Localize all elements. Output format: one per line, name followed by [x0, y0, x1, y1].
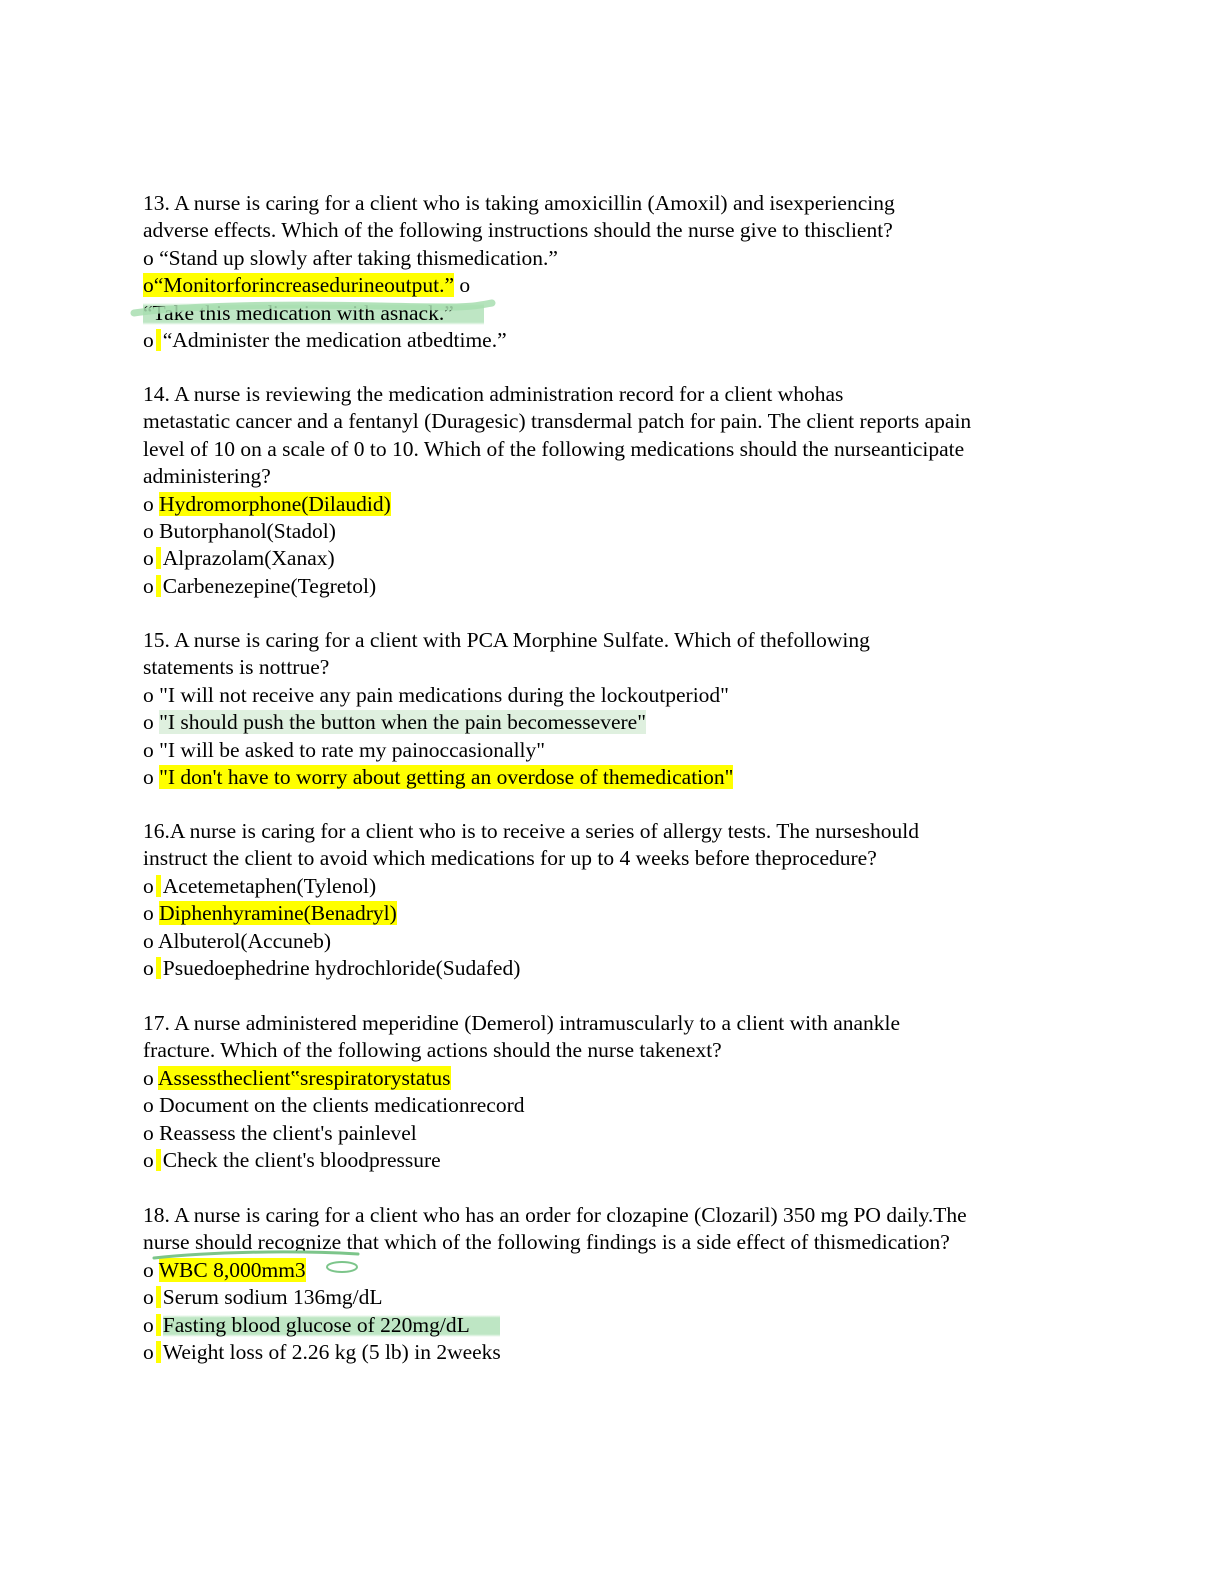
question-stem-line: metastatic cancer and a fentanyl (Duragesic) transdermal patch for pain. The client reports apain	[143, 409, 972, 434]
marker-stroke	[130, 295, 500, 325]
marker-highlighted-answer: “Take this medication with asnack.”	[143, 301, 484, 325]
option-bullet: o	[143, 737, 154, 762]
highlight-mark	[156, 957, 161, 979]
question-stem-line: nurse should recognize that which of the following findings is a side effect of thismedication?	[143, 1230, 950, 1255]
option-bullet: o	[143, 1147, 154, 1172]
highlight-mark	[156, 575, 161, 597]
answer-option	[143, 737, 1103, 764]
option-bullet: o	[143, 1257, 154, 1282]
answer-option	[143, 573, 1103, 600]
option-bullet: o	[143, 1339, 154, 1364]
highlight-mark	[156, 875, 161, 897]
answer-option	[143, 900, 1103, 927]
highlight-mark	[156, 1149, 161, 1171]
option-text: Weight loss of 2.26 kg (5 lb) in 2weeks	[162, 1339, 501, 1364]
answer-option	[143, 545, 1103, 572]
option-bullet: o	[143, 901, 154, 926]
question-14	[143, 381, 1103, 600]
highlighted-answer: "I don't have to worry about getting an overdose of themedication"	[159, 764, 734, 789]
option-bullet: o	[143, 1065, 154, 1090]
option-text: Alprazolam(Xanax)	[162, 546, 335, 571]
question-stem-line: 15. A nurse is caring for a client with PCA Morphine Sulfate. Which of thefollowing	[143, 628, 870, 652]
option-bullet: o	[143, 1312, 154, 1337]
question-17	[143, 1010, 1103, 1174]
option-bullet: o	[143, 1285, 154, 1310]
highlighted-answer: Assesstheclient‟srespiratorystatus	[157, 1065, 451, 1090]
loop-stroke	[322, 1256, 362, 1278]
question-16	[143, 818, 1103, 982]
answer-option: o Reassess the client's painlevel	[143, 1120, 417, 1145]
answer-option: o "I will not receive any pain medications during the lockoutperiod"	[143, 682, 729, 707]
answer-option: o Albuterol(Accuneb)	[143, 928, 332, 953]
highlighted-answer: Hydromorphone(Dilaudid)	[159, 491, 391, 516]
answer-option	[143, 1065, 1103, 1092]
option-bullet: o	[143, 491, 154, 516]
option-bullet: o	[143, 327, 154, 352]
option-text: Serum sodium 136mg/dL	[162, 1285, 383, 1310]
question-13	[143, 190, 1103, 354]
answer-option	[143, 491, 1103, 518]
highlighted-answer: Diphenhyramine(Benadryl)	[159, 901, 397, 926]
answer-option	[143, 327, 1103, 354]
highlight-mark	[156, 1286, 161, 1308]
answer-option: o Document on the clients medicationrecord	[143, 1093, 525, 1118]
option-text: Acetemetaphen(Tylenol)	[162, 873, 377, 898]
answer-option	[143, 764, 1103, 791]
marker-highlighted-answer: Fasting blood glucose of 220mg/dL	[163, 1313, 500, 1337]
question-stem-line: administering?	[143, 464, 271, 489]
highlight-mark	[156, 547, 161, 569]
answer-option	[143, 1284, 1103, 1311]
question-stem-line: 17. A nurse administered meperidine (Demerol) intramuscularly to a client with anankle	[143, 1011, 901, 1035]
option-text: Check the client's bloodpressure	[162, 1147, 441, 1172]
question-stem-line: adverse effects. Which of the following instructions should the nurse give to thisclient?	[143, 218, 893, 243]
answer-option	[143, 873, 1103, 900]
option-text: Psuedoephedrine hydrochloride(Sudafed)	[162, 955, 521, 980]
question-stem-line: 13. A nurse is caring for a client who is taking amoxicillin (Amoxil) and isexperiencing	[143, 191, 895, 215]
highlight-mark	[156, 1314, 161, 1336]
answer-option	[143, 955, 1103, 982]
question-stem-line: fracture. Which of the following actions should the nurse takenext?	[143, 1038, 722, 1063]
highlight-mark	[156, 1341, 161, 1363]
answer-option	[143, 1312, 1103, 1339]
question-stem-line: instruct the client to avoid which medications for up to 4 weeks before theprocedure?	[143, 846, 877, 871]
option-bullet: o	[143, 764, 154, 789]
question-stem-line: statements is nottrue?	[143, 655, 330, 680]
option-text: Carbenezepine(Tegretol)	[162, 573, 377, 598]
option-bullet: o	[143, 573, 154, 598]
option-bullet: o	[143, 546, 154, 571]
answer-option	[143, 1147, 1103, 1174]
option-bullet: o	[143, 873, 154, 898]
answer-option: o Butorphanol(Stadol)	[143, 518, 336, 543]
option-bullet: o	[143, 710, 154, 735]
question-18	[143, 1202, 1103, 1366]
question-stem-line: 18. A nurse is caring for a client who has an order for clozapine (Clozaril) 350 mg PO daily.The	[143, 1203, 967, 1227]
answer-option: o “Stand up slowly after taking thismedication.”	[143, 245, 558, 270]
question-stem-line: 14. A nurse is reviewing the medication administration record for a client whohas	[143, 382, 844, 406]
highlighted-answer: o“Monitorforincreasedurineoutput.”	[143, 273, 455, 298]
option-bullet: o	[459, 273, 471, 298]
answer-option	[143, 709, 1103, 736]
option-bullet: o	[143, 955, 154, 980]
answer-option	[143, 1339, 1103, 1366]
question-15	[143, 627, 1103, 791]
option-text: "I will be asked to rate my painoccasionally"	[159, 737, 546, 762]
highlighted-answer: WBC 8,000mm3	[158, 1257, 306, 1282]
question-stem-line: level of 10 on a scale of 0 to 10. Which of the following medications should the nurseanticipate	[143, 436, 965, 461]
highlight-mark	[156, 329, 161, 351]
option-text: “Administer the medication atbedtime.”	[162, 327, 507, 352]
light-green-highlighted-answer: "I should push the button when the pain becomessevere"	[159, 710, 646, 735]
question-stem-line: 16.A nurse is caring for a client who is to receive a series of allergy tests. The nurseshould	[143, 819, 919, 843]
